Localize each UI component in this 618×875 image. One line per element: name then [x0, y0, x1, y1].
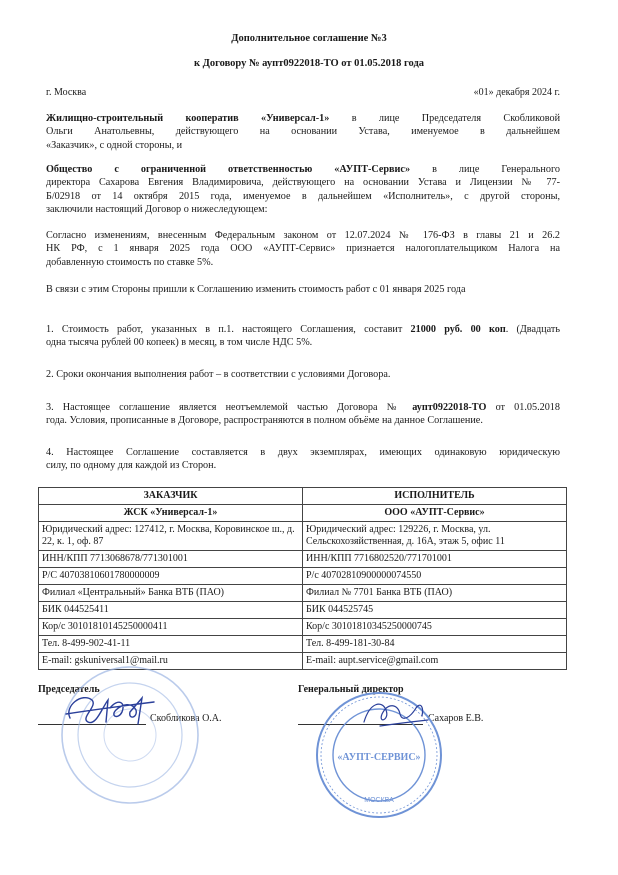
item-2: 2. Сроки окончания выполнения работ – в соответствии с условиями Договора. [46, 369, 391, 380]
contractor-address: Юридический адрес: 129226, г. Москва, ул. Сельскохозяйственная, д. 16А, этаж 5, офис 11 [303, 522, 567, 551]
contractor-bik: БИК 044525745 [303, 602, 567, 619]
agreement-line: В связи с этим Стороны пришли к Соглашению изменить стоимость работ с 01 января 2025 года [46, 284, 466, 295]
requisites-table [38, 487, 567, 670]
stamp-company: «АУПТ-СЕРВИС» [337, 752, 421, 763]
item-4-line1: 4. Настоящее Соглашение составляется в двух экземплярах, имеющих одинаковую юридическую [46, 447, 560, 458]
party1-line: в лице Председателя Скобликовой [351, 113, 561, 124]
intro-line: Согласно изменениям, внесенным Федеральным законом от 12.07.2024 № 176-ФЗ в главы 21 и 26.2 [46, 230, 560, 241]
party2-name: Общество с ограниченной ответственностью «АУПТ-Сервис» [46, 164, 411, 175]
customer-bank: Филиал «Центральный» Банка ВТБ (ПАО) [39, 585, 303, 602]
party2-line: в лице Генерального [432, 164, 560, 175]
intro-line: НК РФ, с 1 января 2025 года ООО «АУПТ-Сервис» признается налогоплательщиком Налога на [46, 243, 560, 255]
city: г. Москва [46, 87, 87, 98]
party1-paragraph [46, 112, 560, 152]
table-row [39, 551, 567, 568]
customer-address: Юридический адрес: 127412, г. Москва, Коровинское ш., д. 22, к. 1, оф. 87 [39, 522, 303, 551]
customer-stamp [58, 660, 203, 810]
table-row [39, 585, 567, 602]
customer-signature [62, 688, 157, 733]
header-contractor: ИСПОЛНИТЕЛЬ [303, 488, 567, 505]
customer-inn: ИНН/КПП 7713068678/771301001 [39, 551, 303, 568]
customer-phone: Тел. 8-499-902-41-11 [39, 636, 303, 653]
contractor-bank: Филиал № 7701 Банка ВТБ (ПАО) [303, 585, 567, 602]
table-header-row [39, 488, 567, 505]
item-3 [46, 401, 560, 428]
party2-line: директора Сахарова Евгения Владимировича, действующего на основании Устава и Лицензии № 77- [46, 177, 560, 189]
table-row [39, 619, 567, 636]
left-signatory-name: Скобликова О.А. [150, 713, 222, 724]
contractor-inn: ИНН/КПП 7716802520/771701001 [303, 551, 567, 568]
date: «01» декабря 2024 г. [473, 87, 560, 98]
stamp-city: МОСКВА [364, 797, 394, 804]
customer-email: E-mail: gskuniversal1@mail.ru [39, 653, 303, 670]
party1-line: «Заказчик», с одной стороны, и [46, 139, 183, 151]
customer-account: Р/С 40703810601780000009 [39, 568, 303, 585]
document-title: Дополнительное соглашение №3 [231, 33, 387, 44]
contractor-signature [360, 694, 430, 732]
party1-line: Ольги Анатольевны, действующего на основании Устава, именуемое в дальнейшем [46, 126, 560, 138]
table-row [39, 636, 567, 653]
left-signatory-title: Председатель [38, 684, 100, 695]
item-1-text-tail: . (Двадцать [505, 324, 560, 335]
item-1-text: 1. Стоимость работ, указанных в п.1. настоящего Соглашения, составит [46, 324, 403, 335]
contractor-email: E-mail: aupt.service@gmail.com [303, 653, 567, 670]
customer-corr: Кор/с 30101810145250000411 [39, 619, 303, 636]
item-3-text-tail: от 01.05.2018 [495, 402, 560, 413]
item-4-line2: силу, по одному для каждой из Сторон. [46, 460, 217, 472]
party1-name: Жилищно-строительный кооператив «Универсал-1» [46, 113, 330, 124]
contractor-name: ООО «АУПТ-Сервис» [303, 505, 567, 522]
table-row [39, 568, 567, 585]
item-3-text: 3. Настоящее соглашение является неотъемлемой частью Договора № [46, 402, 404, 413]
right-signatory-title: Генеральный директор [298, 684, 404, 695]
contractor-account: Р/с 40702810900000074550 [303, 568, 567, 585]
item-4 [46, 446, 560, 473]
intro-line: добавленную стоимость по ставке 5%. [46, 256, 214, 268]
item-1 [46, 323, 560, 350]
party2-paragraph [46, 163, 560, 217]
table-row [39, 602, 567, 619]
header-customer: ЗАКАЗЧИК [39, 488, 303, 505]
customer-name: ЖСК «Универсал-1» [39, 505, 303, 522]
party2-line: заключили настоящий Договор о нижеследующем: [46, 204, 268, 216]
table-name-row [39, 505, 567, 522]
right-signatory-name: Сахаров Е.В. [428, 713, 484, 724]
table-row [39, 522, 567, 551]
party2-line: Б/02918 от 14 октября 2015 года, именуемое в дальнейшем «Исполнитель», с другой стороны, [46, 190, 560, 202]
item-1-line2: одна тысяча рублей 00 копеек) в месяц, в том числе НДС 5%. [46, 337, 313, 349]
contractor-corr: Кор/с 30101810345250000745 [303, 619, 567, 636]
item-3-line2: года. Условия, прописанные в Договоре, распространяются в полном объёме на данное Соглашение. [46, 415, 483, 427]
document-subtitle: к Договору № аупт0922018-ТО от 01.05.2018 года [193, 58, 425, 69]
intro-paragraph [46, 229, 560, 269]
customer-bik: БИК 044525411 [39, 602, 303, 619]
contractor-phone: Тел. 8-499-181-30-84 [303, 636, 567, 653]
item-1-amount: 21000 руб. 00 коп [410, 324, 506, 335]
item-3-contract: аупт0922018-ТО [412, 402, 487, 413]
